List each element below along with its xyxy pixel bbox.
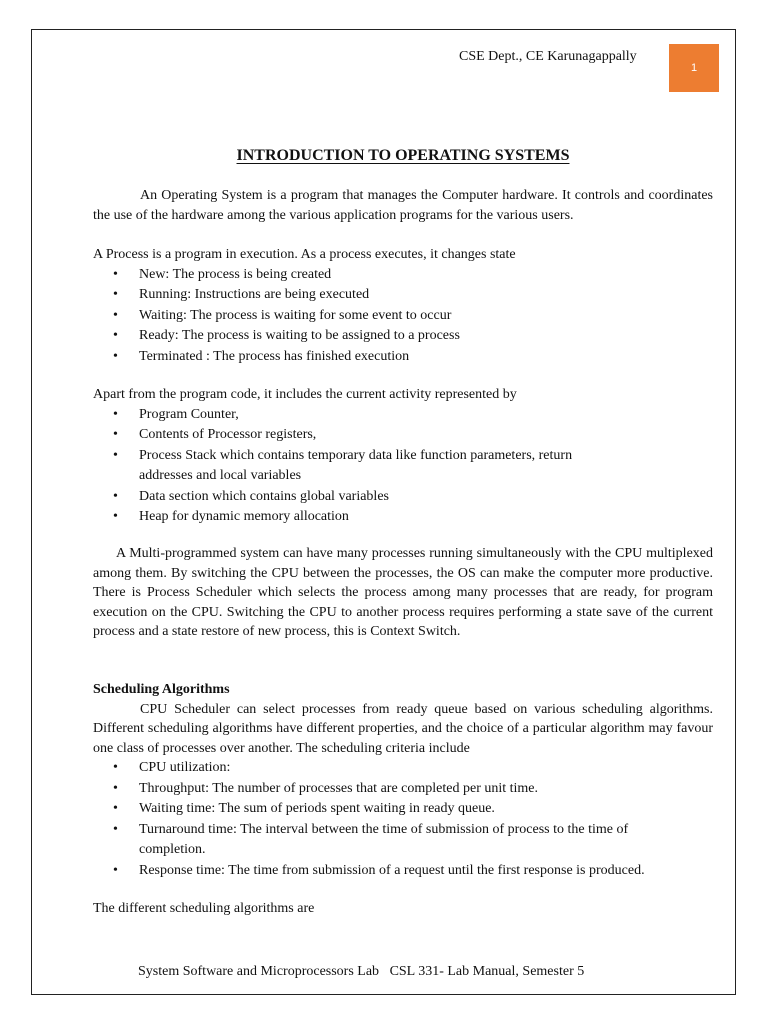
list-item: • Waiting time: The sum of periods spent waiting in ready queue. (93, 799, 713, 820)
process-section (93, 245, 713, 367)
bullet-icon: • (113, 348, 118, 364)
bullet-icon: • (113, 328, 118, 343)
page-number: 1 (690, 62, 698, 74)
page-title: INTRODUCTION TO OPERATING SYSTEMS (236, 147, 570, 164)
list-item: • Terminated : The process has finished execution (93, 347, 713, 368)
bullet-icon: • (113, 509, 118, 524)
list-item: • Waiting: The process is waiting for some event to occur (93, 306, 713, 327)
list-item: • Response time: The time from submission of a request until the first response is produced. (93, 861, 713, 882)
list-item: • Turnaround time: The interval between the time of submission of process to the time of completion. (113, 821, 629, 857)
bullet-icon: • (113, 760, 118, 775)
page-number-badge (669, 44, 719, 92)
list-item: • New: The process is being created (93, 265, 713, 286)
bullet-icon: • (113, 287, 118, 302)
scheduling-section (93, 680, 713, 881)
process-states-list (93, 265, 713, 368)
list-item: • Heap for dynamic memory allocation (93, 507, 713, 528)
bullet-icon: • (113, 307, 118, 323)
bullet-icon: • (113, 821, 118, 837)
list-item: • Ready: The process is waiting to be assigned to a process (93, 326, 713, 347)
list-item: • Throughput: The number of processes that are completed per unit time. (93, 779, 713, 800)
scheduling-heading: Scheduling Algorithms (93, 682, 230, 697)
list-item: • CPU utilization: (93, 758, 713, 779)
bullet-icon: • (113, 406, 118, 422)
process-lead: A Process is a program in execution. As a process executes, it changes state (93, 247, 516, 262)
footer-course: System Software and Microprocessors Lab (138, 964, 380, 979)
list-item: • Contents of Processor registers, (93, 425, 713, 446)
bullet-icon: • (113, 801, 118, 816)
bullet-icon: • (113, 488, 118, 504)
bullet-icon: • (113, 862, 118, 878)
bullet-icon: • (113, 447, 118, 463)
page-footer (138, 964, 584, 980)
header-department: CSE Dept., CE Karunagappally (459, 49, 637, 64)
list-item: • Data section which contains global variables (93, 487, 713, 508)
footer-manual: CSL 331- Lab Manual, Semester 5 (389, 964, 585, 979)
bullet-icon: • (113, 427, 118, 442)
activity-section (93, 385, 713, 528)
list-item: • Program Counter, (93, 405, 713, 426)
scheduling-paragraph: CPU Scheduler can select processes from ready queue based on various scheduling algorithms. Different scheduling algorithms have different properties, and the choice of a particular algorithm may favour one class of processes over another. The scheduling criteria include (93, 701, 713, 756)
multiprogram-paragraph: A Multi-programmed system can have many processes running simultaneously with the CPU multiplexed among them. By switching the CPU between the processes, the OS can make the computer more productive. There is Process Scheduler which selects the process among many processes that are ready, for program execution on the CPU. Switching the CPU to another process requires performing a state save of the current process and a state restore of new process, this is Context Switch. (93, 546, 713, 639)
activity-list (93, 405, 713, 528)
intro-paragraph: An Operating System is a program that manages the Computer hardware. It controls and coordinates the use of the hardware among the various application programs for the various users. (93, 188, 713, 223)
closing-line: The different scheduling algorithms are (93, 901, 315, 916)
bullet-icon: • (113, 266, 118, 282)
list-item: • Process Stack which contains temporary data like function parameters, return addresses and local variables (113, 447, 573, 483)
activity-lead: Apart from the program code, it includes the current activity represented by (93, 387, 517, 402)
scheduling-criteria-list (93, 758, 713, 881)
list-item: • Running: Instructions are being executed (93, 285, 713, 306)
bullet-icon: • (113, 780, 118, 796)
